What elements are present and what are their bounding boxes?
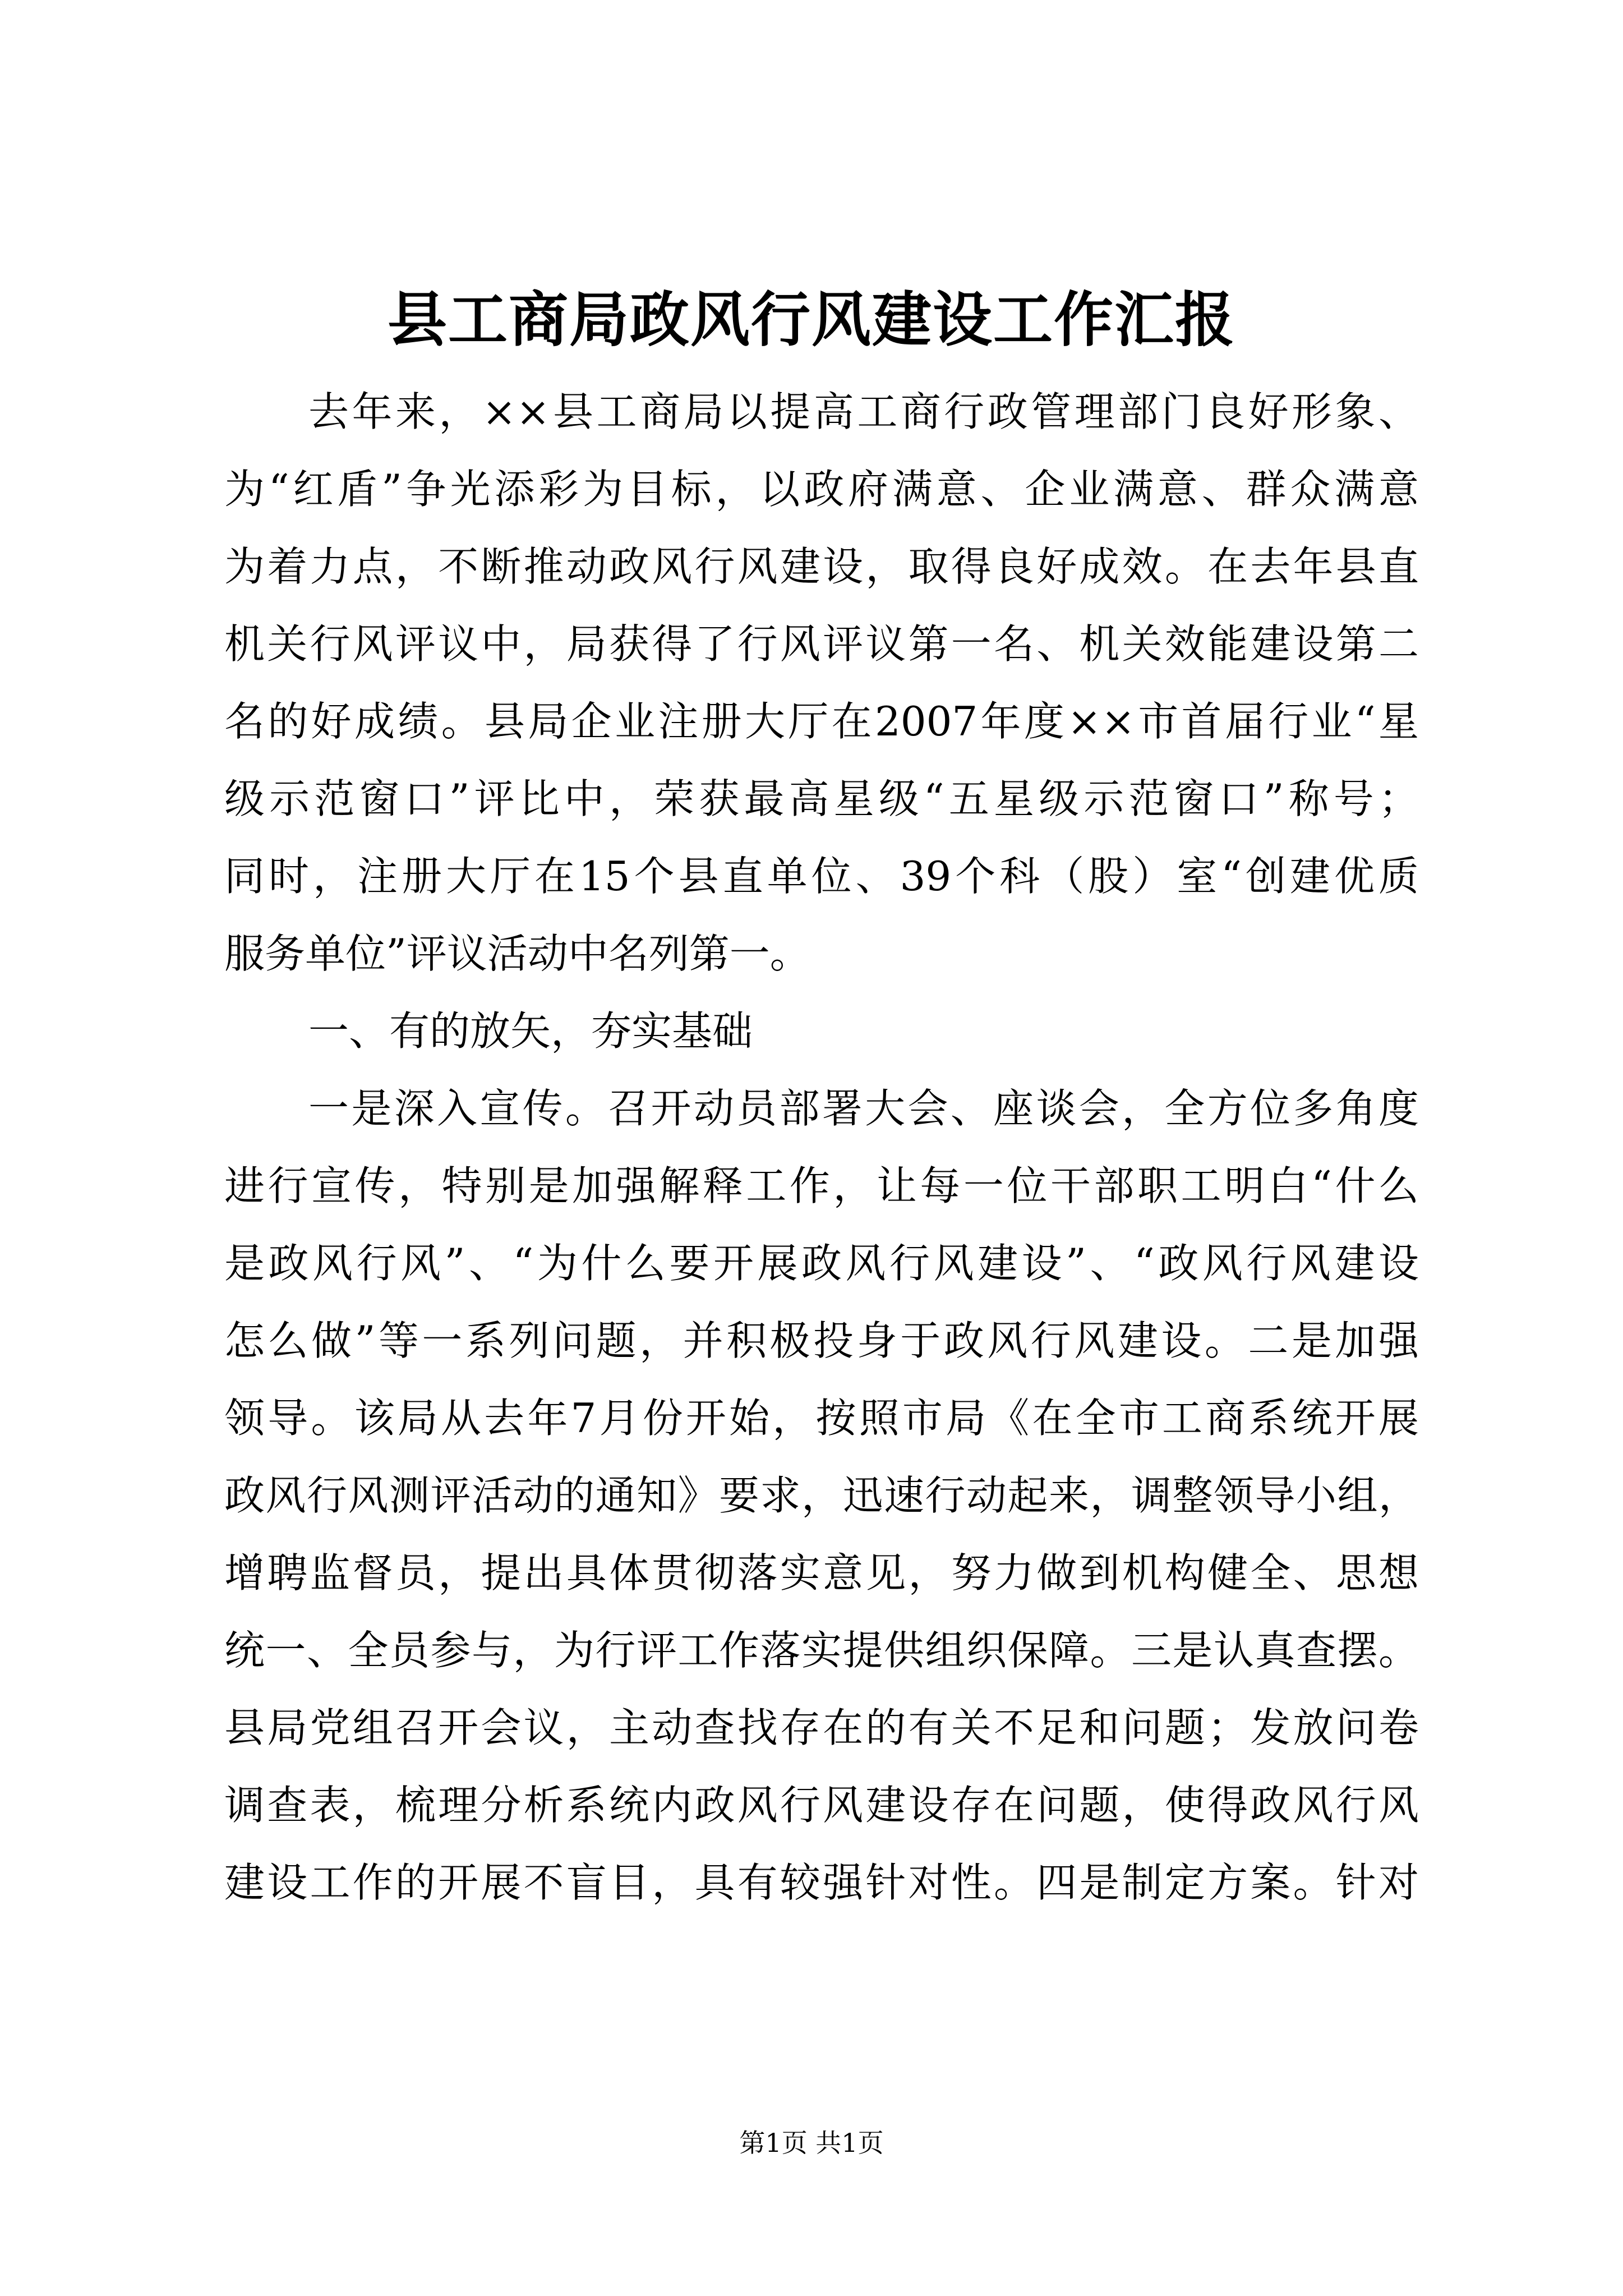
document-body	[224, 373, 1419, 1921]
paragraph-line: 怎么做”等一系列问题，并积极投身于政风行风建设。二是加强	[224, 1317, 1419, 1364]
paragraph-line: 建设工作的开展不盲目，具有较强针对性。四是制定方案。针对	[224, 1859, 1419, 1906]
page-footer: 第1页 共1页	[739, 2128, 884, 2158]
paragraph-line: 是政风行风”、“为什么要开展政风行风建设”、“政风行风建设	[224, 1240, 1419, 1287]
paragraph-line: 统一、全员参与，为行评工作落实提供组织保障。三是认真查摆。	[224, 1627, 1419, 1674]
paragraph-line: 县局党组召开会议，主动查找存在的有关不足和问题；发放问卷	[224, 1704, 1419, 1751]
paragraph-line: 去年来，××县工商局以提高工商行政管理部门良好形象、	[308, 388, 1419, 435]
paragraph-line: 机关行风评议中，局获得了行风评议第一名、机关效能建设第二	[224, 620, 1419, 668]
paragraph-line: 为着力点，不断推动政风行风建设，取得良好成效。在去年县直	[224, 543, 1419, 590]
paragraph-line: 名的好成绩。县局企业注册大厅在2007年度××市首届行业“星	[224, 698, 1419, 745]
section-heading: 一、有的放矢，夯实基础	[308, 1007, 753, 1055]
paragraph-line: 同时，注册大厅在15个县直单位、39个科（股）室“创建优质	[224, 853, 1419, 900]
paragraph-line: 增聘监督员，提出具体贯彻落实意见，努力做到机构健全、思想	[224, 1549, 1419, 1596]
paragraph-line: 服务单位”评议活动中名列第一。	[224, 930, 810, 977]
paragraph-line: 为“红盾”争光添彩为目标，以政府满意、企业满意、群众满意	[224, 466, 1419, 513]
paragraph-line: 进行宣传，特别是加强解释工作，让每一位干部职工明白“什么	[224, 1162, 1419, 1209]
paragraph-line: 政风行风测评活动的通知》要求，迅速行动起来，调整领导小组，	[224, 1472, 1419, 1519]
paragraph-line: 一是深入宣传。召开动员部署大会、座谈会，全方位多角度	[308, 1085, 1419, 1132]
paragraph-line: 调查表，梳理分析系统内政风行风建设存在问题，使得政风行风	[224, 1782, 1419, 1829]
document-title: 县工商局政风行风建设工作汇报	[388, 284, 1235, 355]
paragraph-line: 领导。该局从去年7月份开始，按照市局《在全市工商系统开展	[224, 1395, 1419, 1442]
paragraph-line: 级示范窗口”评比中，荣获最高星级“五星级示范窗口”称号；	[224, 775, 1419, 822]
